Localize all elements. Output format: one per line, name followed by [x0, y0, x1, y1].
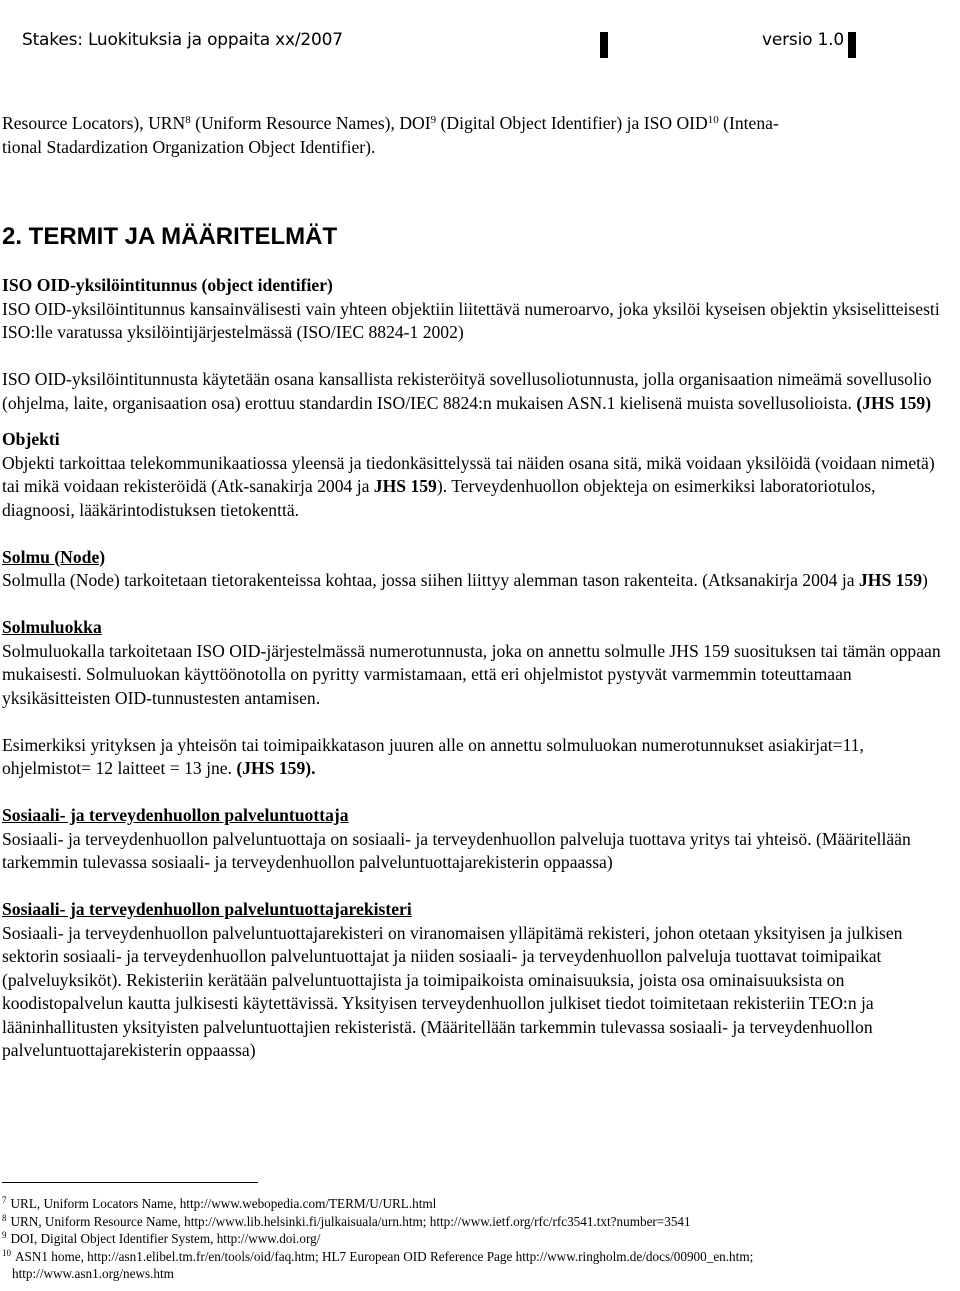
header-version: versio 1.0	[762, 30, 844, 50]
term-palveluntuottajarekisteri: Sosiaali- ja terveydenhuollon palveluntuottajarekisteri	[2, 899, 412, 919]
definition-palveluntuottaja: Sosiaali- ja terveydenhuollon palveluntuottaja on sosiaali- ja terveydenhuollon palveluja tuottava yritys tai yhteisö. (Määritellään tarkemmin tulevassa sosiaali- ja terveydenhuollon palveluntuottajarekisterin oppaassa)	[2, 828, 911, 872]
footnotes	[2, 1182, 954, 1283]
definition-solmuluokka: Solmuluokalla tarkoitetaan ISO OID-järjestelmässä numerotunnusta, joka on annettu solmulle JHS 159 suosituksen tai tämän oppaan mukaisesti. Solmuluokan käyttöönotolla on pyritty varmistamaan, että eri ohjelmistot pystyvät varmemmin toteuttamaan yksikäsitteisten OID-tunnustesten antamisen.	[2, 640, 941, 708]
footnote-7: $^7$ URL, Uniform Locators Name, http://www.webopedia.com/TERM/U/URL.html	[2, 1195, 437, 1211]
footnote-ref-9[interactable]: 9	[430, 114, 437, 126]
term-oid: ISO OID-yksilöintitunnus (object identifier)	[2, 275, 333, 295]
definition-solmu: Solmulla (Node) tarkoitetaan tietorakenteissa kohtaa, jossa siihen liittyy alemman tason rakenteita. (Atksanakirja 2004 ja JHS 159)	[2, 570, 928, 590]
term-palveluntuottaja: Sosiaali- ja terveydenhuollon palveluntuottaja	[2, 805, 349, 825]
footnote-ref-8[interactable]: 8	[185, 114, 191, 126]
definition-oid: ISO OID-yksilöintitunnus kansainvälisesti vain yhteen objektiin liitettävä numeroarvo, joka yksilöi kyseisen objektin yksiselitteisesti ISO:lle varatussa yksilöintijärjestelmässä (ISO/IEC 8824-1 2002)	[2, 298, 940, 342]
footnote-divider	[2, 1182, 258, 1183]
reference-jhs159: JHS 159	[858, 570, 923, 590]
intro-paragraph: Resource Locators), URN$^8$ (Uniform Resource Names), DOI$^9$ (Digital Object Identifier) ja ISO OID$^{10}$ (Intena- tional Stadardization Organization Object Identifier).	[2, 113, 779, 157]
paragraph-oid-usage: ISO OID-yksilöintitunnusta käytetään osana kansallista rekisteröityä sovellusoliotunnusta, jolla organisaation nimeämä sovellusolio (ohjelma, laite, organisaation osa) erottuu standardin ISO/IEC 8824:n mukaisen ASN.1 kielisenä muista sovellusolioista. (JHS 159)	[2, 369, 932, 413]
footnote-8: $^8$ URN, Uniform Resource Name, http://www.lib.helsinki.fi/julkaisuala/urn.htm; http://www.ietf.org/rfc/rfc3541.txt?number=3541	[2, 1212, 691, 1229]
term-objekti: Objekti	[2, 429, 60, 449]
reference-jhs159: (JHS 159).	[236, 758, 316, 778]
example-solmuluokka: Esimerkiksi yrityksen ja yhteisön tai toimipaikkatason juuren alle on annettu solmuluokan numerotunnukset asiakirjat=11, ohjelmistot= 12 laitteet = 13 jne. (JHS 159).	[2, 734, 864, 778]
document-body	[2, 112, 950, 1063]
footnote-10: $^{10}$ ASN1 home, http://asn1.elibel.tm.fr/en/tools/oid/faq.htm; HL7 European OID Reference Page http://www.ringholm.de/docs/00900_en.htm; http://www.asn1.org/news.htm	[2, 1247, 754, 1281]
footnote-ref-10[interactable]: 10	[707, 114, 719, 126]
section-heading: 2. TERMIT JA MÄÄRITELMÄT	[2, 223, 338, 250]
page-header	[0, 30, 960, 60]
header-bar-mark	[848, 32, 856, 58]
header-title: Stakes: Luokituksia ja oppaita xx/2007	[22, 30, 343, 50]
reference-jhs159: JHS 159	[373, 476, 437, 496]
header-bar-mark	[600, 32, 608, 58]
definition-palveluntuottajarekisteri: Sosiaali- ja terveydenhuollon palveluntuottajarekisteri on viranomaisen ylläpitämä rekisteri, johon otetaan yksityisen ja julkisen sektorin sosiaali- ja terveydenhuollon palveluntuottajat ja niiden sosiaali- ja terveydenhuollon palveluja tuottavat toimipaikat (palveluyksiköt). Rekisteriin kerätään palveluntuottajista ja toimipaikoista ominaisuuksia, joista osa ominaisuuksista on koodistopalvelun kautta julkisesti käytettävissä. Yksityisen terveydenhuollon julkiset tiedot toimitetaan rekisteriin TEO:n ja lääninhallitusten yksityisten palveluntuottajien rekisteristä. (Määritellään tarkemmin tulevassa sosiaali- ja terveydenhuollon palveluntuottajarekisterin oppaassa)	[2, 922, 903, 1060]
term-solmuluokka: Solmuluokka	[2, 617, 102, 637]
definition-objekti: Objekti tarkoittaa telekommunikaatiossa yleensä ja tiedonkäsittelyssä tai näiden osana sitä, mikä voidaan yksilöidä (voidaan nimetä) tai mikä voidaan rekisteröidä (Atk-sanakirja 2004 ja JHS 159). Terveydenhuollon objekteja on esimerkiksi laboratoriotulos, diagnoosi, lääkärintodistuksen tietokenttä.	[2, 452, 935, 520]
reference-jhs159: (JHS 159)	[856, 392, 932, 413]
term-solmu: Solmu (Node)	[2, 546, 106, 567]
footnote-9: $^9$ DOI, Digital Object Identifier System, http://www.doi.org/	[2, 1230, 321, 1246]
